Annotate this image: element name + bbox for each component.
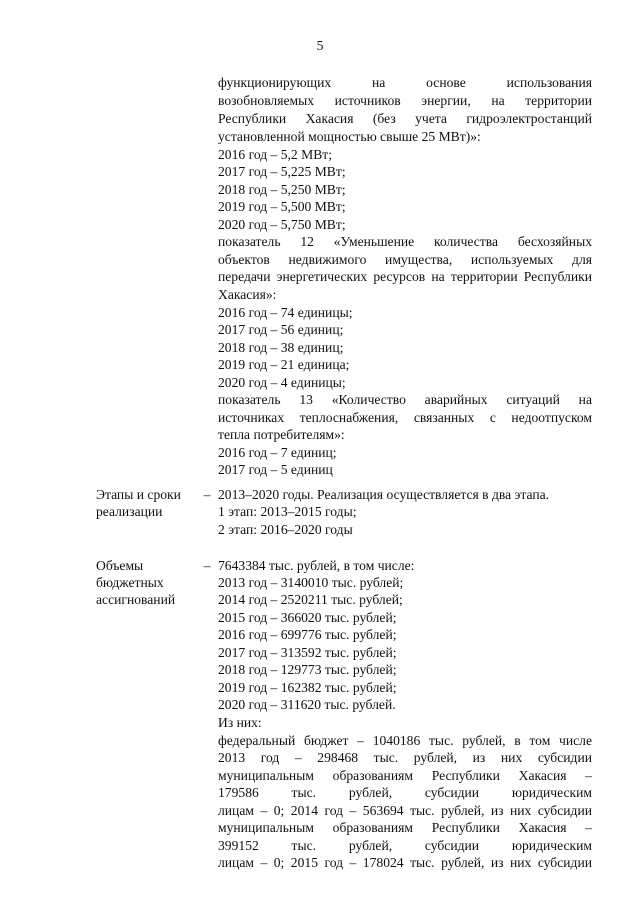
budget-line: 399152 тыс. рублей, субсидии юридическим <box>218 838 592 853</box>
stages-line: 2013–2020 годы. Реализация осуществляется в два этапа. <box>218 487 550 502</box>
indicator-line: 2020 год – 5,750 МВт; <box>218 217 346 232</box>
stages-label: реализации <box>96 504 163 519</box>
budget-line: 2016 год – 699776 тыс. рублей; <box>218 627 397 642</box>
indicator-line: передачи энергетических ресурсов на территории Республики <box>218 269 592 284</box>
budget-line: 2015 год – 366020 тыс. рублей; <box>218 610 397 625</box>
budget-label: ассигнований <box>96 592 176 607</box>
budget-line: лицам – 0; 2015 год – 178024 тыс. рублей, из них субсидии <box>218 855 592 870</box>
indicator-line: Хакасия»: <box>218 287 277 302</box>
budget-line: 7643384 тыс. рублей, в том числе: <box>218 558 415 573</box>
budget-label: бюджетных <box>96 575 164 590</box>
page-number: 5 <box>316 38 324 53</box>
stages-label: Этапы и сроки <box>96 487 181 502</box>
budget-line: муниципальным образованиям Республики Хакасия – <box>218 820 592 835</box>
stages-dash: – <box>203 487 211 502</box>
budget-line: 2020 год – 311620 тыс. рублей. <box>218 697 396 712</box>
indicator-line: 2016 год – 74 единицы; <box>218 305 353 320</box>
stages-line: 1 этап: 2013–2015 годы; <box>218 504 357 519</box>
indicator-line: 2017 год – 56 единиц; <box>218 322 344 337</box>
indicator-line: тепла потребителям»: <box>218 427 345 442</box>
indicator-line: 2019 год – 5,500 МВт; <box>218 199 346 214</box>
indicator-line: 2018 год – 38 единиц; <box>218 340 344 355</box>
indicator-line: 2016 год – 5,2 МВт; <box>218 147 332 162</box>
indicator-line: Республики Хакасия (без учета гидроэлектростанций <box>218 111 592 126</box>
indicator-line: функционирующих на основе использования <box>218 75 592 90</box>
indicator-line: 2016 год – 7 единиц; <box>218 445 337 460</box>
indicator-line: возобновляемых источников энергии, на территории <box>218 93 592 108</box>
indicator-line: источниках теплоснабжения, связанных с недоотпуском <box>218 410 592 425</box>
budget-line: лицам – 0; 2014 год – 563694 тыс. рублей, из них субсидии <box>218 803 592 818</box>
indicator-line: 2020 год – 4 единицы; <box>218 375 346 390</box>
indicator-line: 2019 год – 21 единица; <box>218 357 350 372</box>
budget-line: 2019 год – 162382 тыс. рублей; <box>218 680 397 695</box>
indicator-line: 2017 год – 5,225 МВт; <box>218 164 346 179</box>
budget-line: 2013 год – 298468 тыс. рублей, из них субсидии <box>218 750 592 765</box>
indicator-line: 2017 год – 5 единиц <box>218 462 333 477</box>
stages-line: 2 этап: 2016–2020 годы <box>218 522 353 537</box>
budget-line: 2018 год – 129773 тыс. рублей; <box>218 662 397 677</box>
budget-label: Объемы <box>96 558 144 573</box>
budget-line: Из них: <box>218 715 262 730</box>
budget-line: 179586 тыс. рублей, субсидии юридическим <box>218 785 592 800</box>
budget-line: 2013 год – 3140010 тыс. рублей; <box>218 575 404 590</box>
budget-line: федеральный бюджет – 1040186 тыс. рублей, в том числе <box>218 733 592 748</box>
budget-line: 2014 год – 2520211 тыс. рублей; <box>218 592 403 607</box>
budget-dash: – <box>203 558 211 573</box>
indicator-line: 2018 год – 5,250 МВт; <box>218 182 346 197</box>
indicator-line: установленной мощностью свыше 25 МВт)»: <box>218 129 481 144</box>
indicator-line: объектов недвижимого имущества, используемых для <box>218 252 592 267</box>
budget-line: 2017 год – 313592 тыс. рублей; <box>218 645 397 660</box>
indicator-line: показатель 12 «Уменьшение количества бесхозяйных <box>218 234 592 249</box>
budget-line: муниципальным образованиям Республики Хакасия – <box>218 768 592 783</box>
indicator-line: показатель 13 «Количество аварийных ситуаций на <box>218 392 592 407</box>
